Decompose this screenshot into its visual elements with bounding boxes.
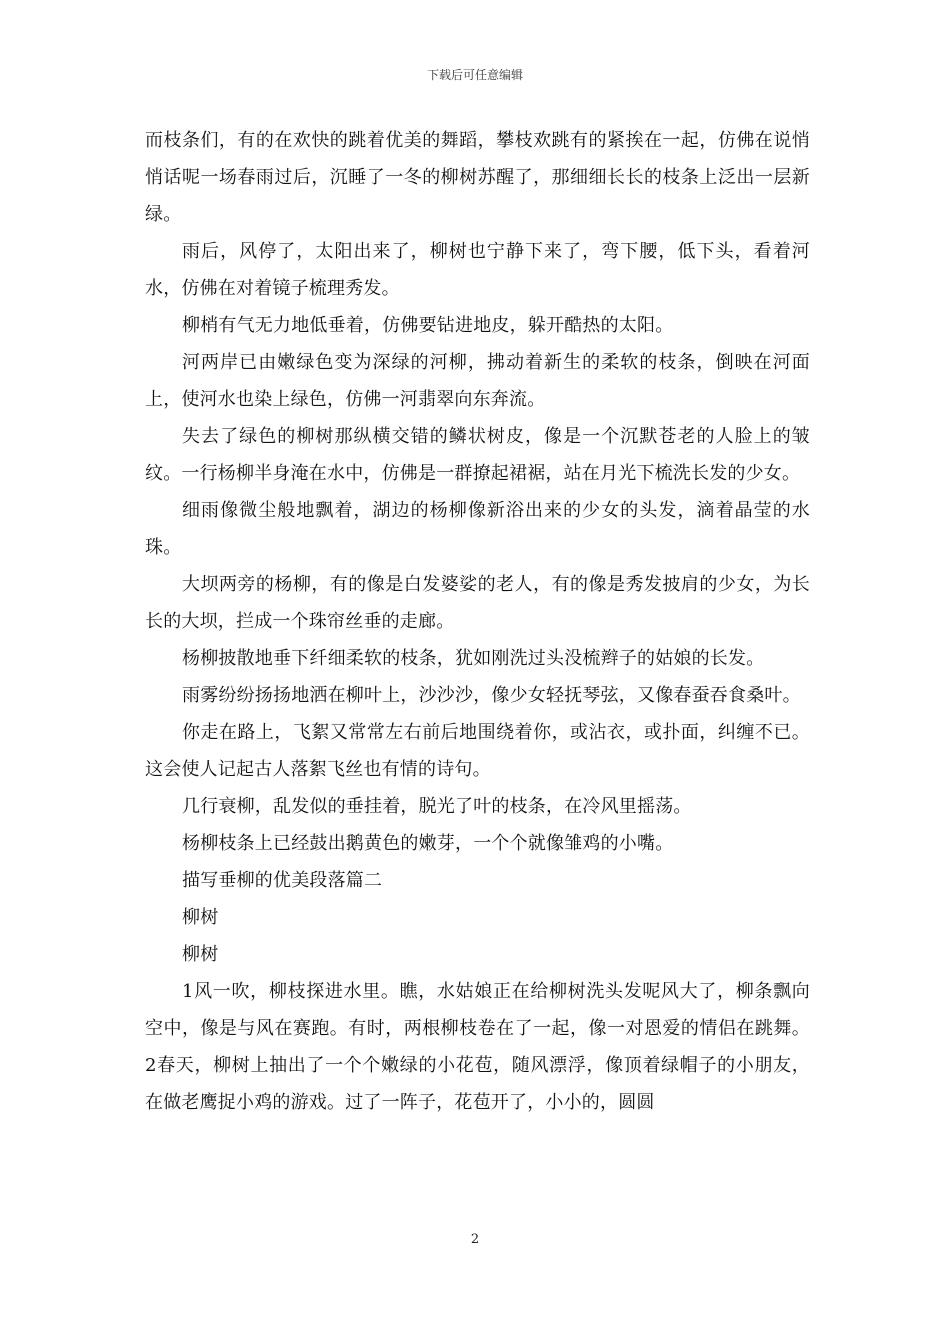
paragraph: 雨雾纷纷扬扬地洒在柳叶上，沙沙沙，像少女轻抚琴弦，又像春蚕吞食桑叶。 [182,685,801,706]
document-body [145,122,810,1121]
paragraph: 柳梢有气无力地低垂着，仿佛要钻进地皮，躲开酷热的太阳。 [182,315,674,336]
paragraph: 河两岸已由嫩绿色变为深绿的河柳，拂动着新生的柔软的枝条，倒映在河面上，使河水也染上绿色，仿佛一河翡翠向东奔流。 [145,352,810,410]
paragraph: 你走在路上，飞絮又常常左右前后地围绕着你，或沾衣，或扑面，纠缠不已。这会使人记起古人落絮飞丝也有情的诗句。 [145,722,810,780]
paragraph: 几行衰柳，乱发似的垂挂着，脱光了叶的枝条，在冷风里摇荡。 [182,796,692,817]
subheading: 柳树 [182,907,219,928]
paragraph: 雨后，风停了，太阳出来了，柳树也宁静下来了，弯下腰，低下头，看着河水，仿佛在对着镜子梳理秀发。 [145,241,810,299]
paragraph: 杨柳枝条上已经鼓出鹅黄色的嫩芽，一个个就像雏鸡的小嘴。 [182,833,674,854]
paragraph: 而枝条们，有的在欢快的跳着优美的舞蹈，攀枝欢跳有的紧挨在一起，仿佛在说悄悄话呢一场春雨过后，沉睡了一冬的柳树苏醒了，那细细长长的枝条上泛出一层新绿。 [145,130,810,225]
section-heading: 描写垂柳的优美段落篇二 [182,870,383,891]
page-header: 下载后可任意编辑 [426,68,523,82]
paragraph: 大坝两旁的杨柳，有的像是白发婆娑的老人，有的像是秀发披肩的少女，为长长的大坝，拦成一个珠帘丝垂的走廊。 [145,574,810,632]
paragraph: 杨柳披散地垂下纤细柔软的枝条，犹如刚洗过头没梳辫子的姑娘的长发。 [182,648,765,669]
paragraph: 失去了绿色的柳树那纵横交错的鳞状树皮，像是一个沉默苍老的人脸上的皱纹。一行杨柳半身淹在水中，仿佛是一群撩起裙裾，站在月光下梳洗长发的少女。 [145,426,810,484]
subheading: 柳树 [182,944,219,965]
paragraph: 1风一吹，柳枝探进水里。瞧，水姑娘正在给柳树洗头发呢风大了，柳条飘向空中，像是与风在赛跑。有时，两根柳枝卷在了一起，像一对恩爱的情侣在跳舞。2春天，柳树上抽出了一个个嫩绿的小花苞，随风漂浮，像顶着绿帽子的小朋友，在做老鹰捉小鸡的游戏。过了一阵子，花苞开了，小小的，圆圆 [145,981,810,1113]
page-number: 2 [470,1232,480,1247]
paragraph: 细雨像微尘般地飘着，湖边的杨柳像新浴出来的少女的头发，滴着晶莹的水珠。 [145,500,810,558]
